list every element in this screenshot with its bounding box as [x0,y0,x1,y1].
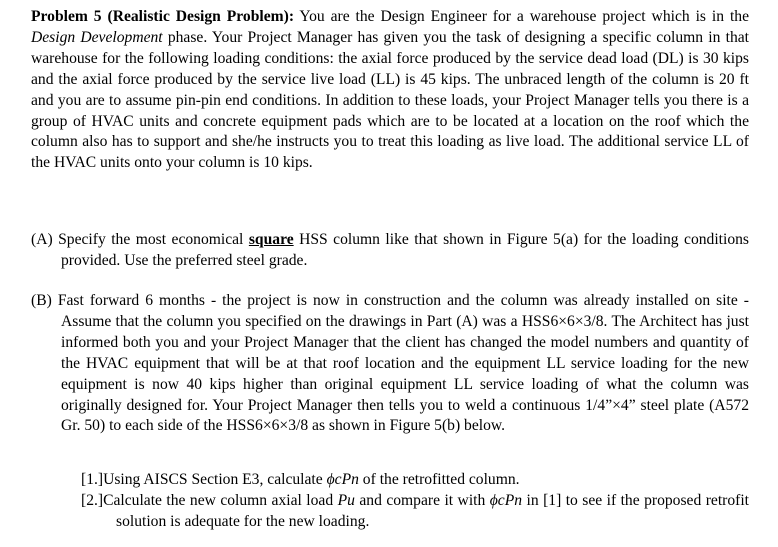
part-a [31,230,749,272]
subitem-1-math: ϕcPn [326,471,359,488]
part-b-subitems [81,470,749,533]
part-a-text-2: HSS column like that shown in Figure 5(a) for the loading conditions provided. Use the preferred steel grade. [61,231,749,269]
problem-text-1: You are the Design Engineer for a warehouse project which is in the [294,8,749,25]
problem-title: Problem 5 (Realistic Design Problem): [31,8,295,25]
problem-text-2: phase. Your Project Manager has given you the task of designing a specific column in that warehouse for the following loading conditions: the axial force produced by the service dead load (DL) is 30 kips and the axial force produced by the service live load (LL) is 45 kips. The unbraced length of the column is 20 ft and you are to assume pin-pin end conditions. In addition to these loads, your Project Manager tells you there is a group of HVAC units and concrete equipment pads which are to be located at a location on the roof which the column also has to support and she/he instructs you to treat this loading as live load. The additional service LL of the HVAC units onto your column is 10 kips. [31,28,749,172]
subitem-2-text-2: and compare it with [354,491,490,509]
subitem-2-math-1: Pu [337,491,355,509]
problem-statement [31,7,749,174]
subitem-2 [81,491,749,533]
subitem-2-math-2: ϕcPn [489,491,523,509]
subitem-1 [81,470,749,491]
part-b-text: Fast forward 6 months - the project is now in construction and the column was already installed on site - Assume that the column you specified on the drawings in Part (A) was a HSS6×6×3/8. The Architect has just informed both you and your Project Manager that the client has changed the model numbers and quantity of the HVAC equipment that will be at that roof location and the equipment LL service loading for the new equipment is now 40 kips higher than original equipment LL service loading of what the column was originally designed for. Your Project Manager then tells you to weld a continuous 1/4”×4” steel plate (A572 Gr. 50) to each side of the HSS6×6×3/8 as shown in Figure 5(b) below. [51,292,749,435]
part-b-label: (B) [31,292,52,309]
part-a-emphasis: square [248,231,294,248]
part-a-label: (A) [31,231,53,248]
part-a-text-1: Specify the most economical [52,231,249,248]
subitem-2-label: [2.] [81,491,104,509]
subitem-2-text-3: in [1] to see if the proposed retrofit solution is adequate for the new loading. [116,491,750,530]
design-phase: Design Development [31,28,163,46]
subitem-1-label: [1.] [81,471,104,488]
part-b [31,291,749,437]
subitem-1-text-1: Using AISCS Section E3, calculate [103,471,327,488]
subitem-2-text-1: Calculate the new column axial load [103,491,338,509]
subitem-1-text-2: of the retrofitted column. [358,471,520,488]
